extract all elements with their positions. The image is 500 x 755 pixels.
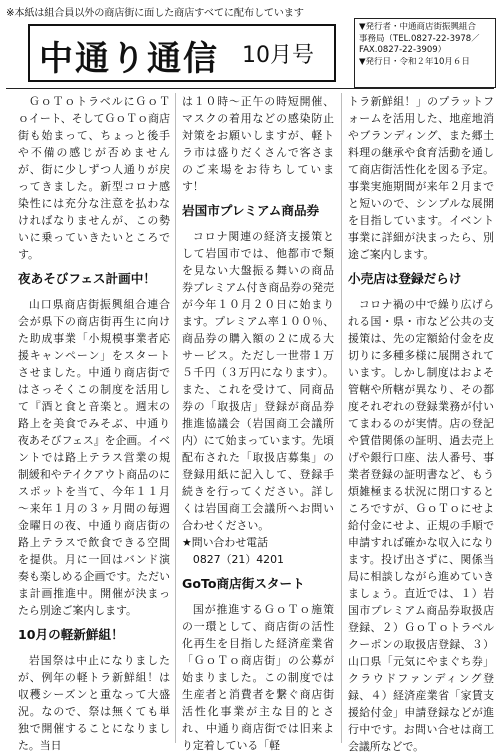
column-divider-1 bbox=[175, 93, 176, 743]
continued-paragraph-col3: トラ新鮮組！」のプラットフォームを活用した、地産地消やブランディング、また郷土料理の継承や食育活動を通して商店街活性化を図る予定。事業実施期間が来年２月までと短いので、シンプルな展開を目指しています。イベント事業に詳細が決まったら、別途ご案内します。 bbox=[348, 95, 494, 261]
publish-date: ▼発行日・令和２年10月６日 bbox=[359, 56, 470, 67]
contact-phone: 0827（21）4201 bbox=[192, 553, 284, 566]
continued-paragraph: は１０時～正午の時短開催、マスクの着用などの感染防止対策をお願いしますが、軽トラ市は盛りだくさんで客さまのご来場をお待ちしています！ bbox=[182, 95, 334, 193]
column-2 bbox=[182, 93, 334, 754]
heading-goto-shopping-street: GoTo商店街スタート bbox=[182, 576, 305, 591]
newsletter-title: 中通り通信 bbox=[39, 39, 219, 79]
retail-registration-paragraph: コロナ禍の中で繰り広げられる国・県・市など公共の支援策は、先の定額給付金を皮切りに多種多様に展開されています。しかし制度はおよそ管轄や所轄が異なり、その都度それぞれの登録業務が付いてまわるのが実情。店の登記や賃借関係の証明、過去売上げや銀行口座、法人番号、事業者登録の証明書など、もう煩雑極まる状況に閉口するところですが、ＧｏＴｏにせよ給付金にせよ、正規の手順で申請すれば確かな収入になります。投げ出さずに、関係当局に相談しながら進めていきましょう。直近では、１）岩国市プレミアム商品券取扱店登録、２）ＧｏＴｏトラベルクーポンの取扱店登録、３）山口県「元気にやまぐち券」クラウドファンディング登録、４）経済産業省「家賃支援給付金」申請登録などが進行中です。お問い合せは商工会議所などで。 bbox=[348, 298, 494, 753]
intro-paragraph: ＧｏＴｏトラベルにＧｏＴｏイート、そしてＧｏＴｏ商店街も始まって、ちょっと後手や不備の感じが否めませんが、街に少しずつ人通りが戻ってきました。新型コロナ感染性には充分な注意を払わなければなりませんが、この勢いに乗っていきたいところです。 bbox=[18, 95, 170, 261]
column-3 bbox=[348, 93, 494, 755]
premium-voucher-paragraph: コロナ関連の経済支援策として岩国市では、他都市で類を見ない大盤振る舞いの商品券プレミアム付き商品券の発売が今年１０月２０日に始まります。プレミアム率１００％、商品券の購入額の２に成る大サービス。ただし一世帯１万５千円（３万円になります）。また、これを受けて、同商品券の「取扱店」登録が商品券推進協議会（岩国商工会議所内）にて始まっています。先頃配布された「取扱店募集」の登録用紙に記入して、登録手続きを行ってください。詳しくは岩国商工会議所へお問い合わせください。 bbox=[182, 230, 334, 532]
publisher-office-tel: 事務局（TEL.0827-22-3978／ bbox=[359, 33, 480, 44]
contact-label: ★問い合わせ電話 bbox=[182, 536, 268, 549]
heading-premium-voucher: 岩国市プレミアム商品券 bbox=[182, 203, 320, 218]
column-divider-2 bbox=[341, 93, 342, 743]
night-fes-paragraph: 山口県商店街振興組合連合会が県下の商店街再生に向けた助成事業「小規模事業者応援キャンペーン」をスタートさせました。中通り商店街ではさっそくこの制度を活用して『酒と食と音楽と。週末の路上を美食でみそぶ、中通り夜あそびフェス』を企画。イベントでは路上テラス営業の規制緩和やテイクアウト商品のにスポットを当て、今年１１月～来年１月の３ヶ月間の毎週金曜日の夜、中通り商店街の路上テラスで飲食できる空間を提供。月に一回はバンド演奏も楽しめる企画です。ただいま計画推進中。開催が決まったら別途ご案内します。 bbox=[18, 298, 170, 617]
publisher-info-box bbox=[354, 18, 496, 88]
masthead bbox=[28, 24, 336, 82]
issue-month: 10月号 bbox=[242, 43, 314, 68]
column-1 bbox=[18, 93, 170, 754]
publisher-issuer: ▼発行者・中通商店街振興組合 bbox=[359, 22, 477, 32]
goto-shopping-street-paragraph: 国が推進するＧｏＴｏ施策の一環として、商店街の活性化再生を目指した経済産業省「ＧｏＴｏ商店街」の公募が始まりました。この制度では生産者と消費者を繋ぐ商店街活性化事業が主な目的とされ、中通り商店街では旧来より定着している「軽 bbox=[182, 603, 334, 752]
publisher-fax: FAX.0827-22-3909） bbox=[359, 45, 447, 55]
heading-october-market: 10月の軽新鮮組！ bbox=[18, 627, 124, 642]
october-market-paragraph: 岩国祭は中止になりましたが、例年の軽トラ新鮮組！は収穫シーズンと重なって大盛況。なので、祭は無くても単独で開催することになりました。当日 bbox=[18, 654, 170, 752]
distribution-notice: ※本紙は組合員以外の商店街に面した商店すべてに配布しています bbox=[6, 8, 304, 19]
heading-retail-registration: 小売店は登録だらけ bbox=[348, 271, 462, 286]
header-divider bbox=[6, 88, 494, 89]
heading-night-fes: 夜あそびフェス計画中！ bbox=[18, 271, 156, 286]
